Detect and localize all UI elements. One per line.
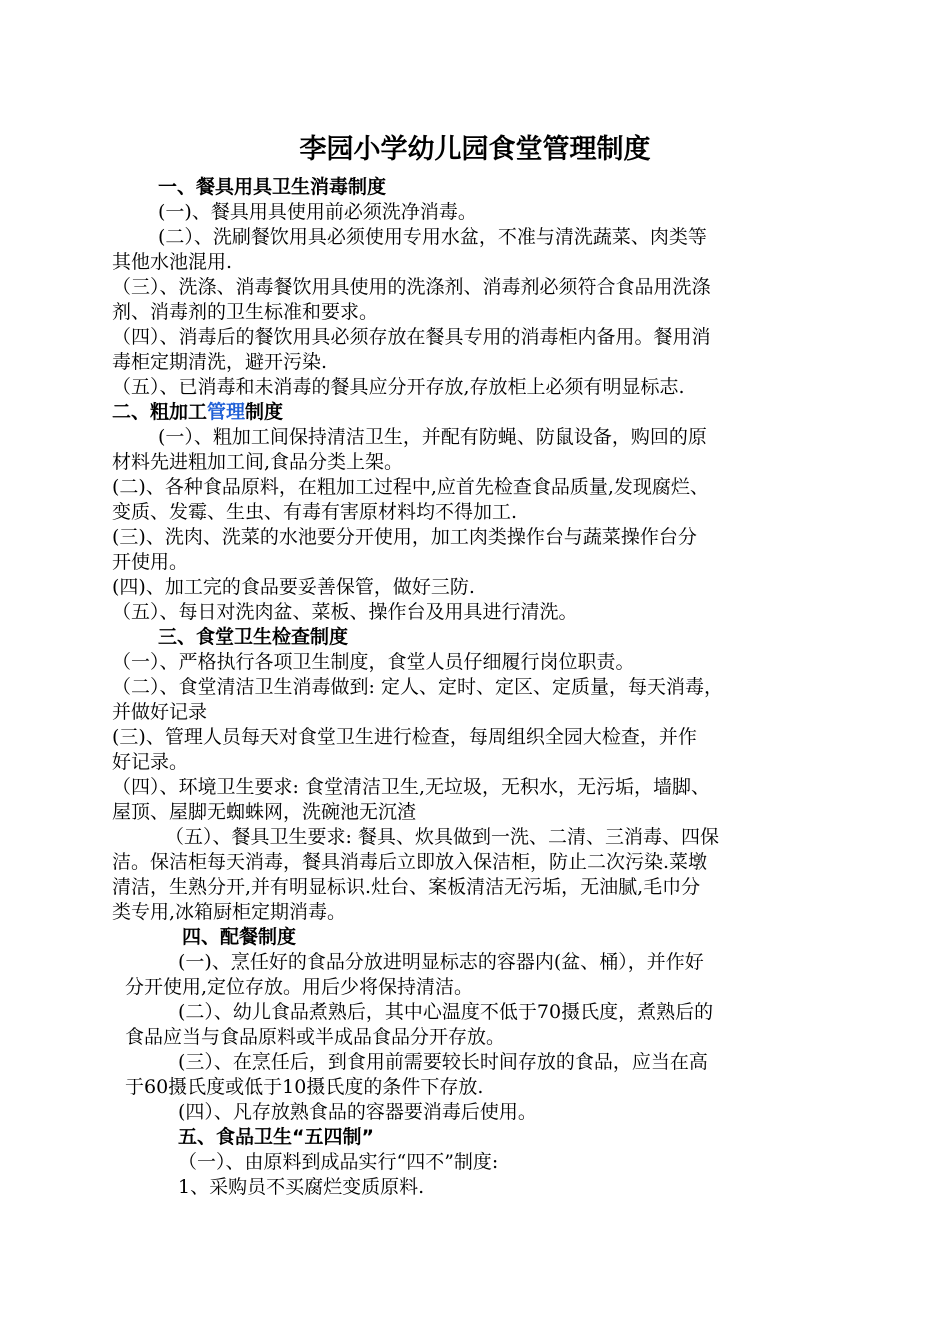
section-heading-4: 四、配餐制度 [182, 926, 297, 948]
paragraph-line: 于60摄氏度或低于10摄氏度的条件下存放. [125, 1076, 484, 1098]
paragraph-line: 材料先进粗加工间,食品分类上架。 [112, 451, 404, 473]
document-title: 李园小学幼儿园食堂管理制度 [299, 134, 651, 165]
paragraph-line: 1、采购员不买腐烂变质原料. [178, 1176, 425, 1198]
paragraph-line: （四）、消毒后的餐饮用具必须存放在餐具专用的消毒柜内备用。餐用消 [112, 326, 711, 348]
paragraph-line: (四)、加工完的食品要妥善保管，做好三防. [112, 576, 475, 598]
paragraph-line: 剂、消毒剂的卫生标准和要求。 [112, 301, 379, 323]
paragraph-line: （一）、由原料到成品实行“四不”制度: [178, 1151, 499, 1173]
paragraph-line: （一）、严格执行各项卫生制度，食堂人员仔细履行岗位职责。 [112, 651, 635, 673]
paragraph-line: 变质、发霉、生虫、有毒有害原材料均不得加工. [112, 501, 518, 523]
paragraph-line: （五）、餐具卫生要求: 餐具、炊具做到一洗、二清、三消毒、四保 [165, 826, 719, 848]
heading-part: 制度 [245, 401, 284, 423]
paragraph-line: (三)、管理人员每天对食堂卫生进行检查，每周组织全园大检查，并作 [112, 726, 697, 748]
paragraph-line: 清洁，生熟分开,并有明显标识.灶台、案板清洁无污垢，无油腻,毛巾分 [112, 876, 701, 898]
paragraph-line: (二）、洗刷餐饮用具必须使用专用水盆，不准与清洗蔬菜、肉类等 [158, 226, 707, 248]
paragraph-line: 类专用,冰箱厨柜定期消毒。 [112, 901, 347, 923]
paragraph-line: (四）、凡存放熟食品的容器要消毒后使用。 [178, 1101, 537, 1123]
heading-part: 二、粗加工 [112, 401, 208, 423]
highlighted-word: 管理 [207, 401, 246, 423]
paragraph-line: 并做好记录 [112, 701, 208, 723]
paragraph-line: （五）、每日对洗肉盆、菜板、操作台及用具进行清洗。 [112, 601, 578, 623]
paragraph-line: (一）、粗加工间保持清洁卫生，并配有防蝇、防鼠设备，购回的原 [158, 426, 707, 448]
paragraph-line: (一)、烹任好的食品分放进明显标志的容器内(盆、桶），并作好 [178, 951, 704, 973]
section-heading-1: 一、餐具用具卫生消毒制度 [158, 176, 387, 198]
paragraph-line: 屋顶、屋脚无蜘蛛网，洗碗池无沉渣 [112, 801, 417, 823]
section-heading-2 [112, 400, 283, 425]
section-heading-5: 五、食品卫生“五四制” [178, 1126, 374, 1148]
paragraph-line: 食品应当与食品原料或半成品食品分开存放。 [125, 1026, 506, 1048]
paragraph-line: 洁。保洁柜每天消毒，餐具消毒后立即放入保洁柜，防止二次污染.菜墩 [112, 851, 708, 873]
paragraph-line: （三）、洗涤、消毒餐饮用具使用的洗涤剂、消毒剂必须符合食品用洗涤 [112, 276, 711, 298]
section-heading-3: 三、食堂卫生检查制度 [158, 626, 349, 648]
paragraph-line: （四）、环境卫生要求: 食堂清洁卫生,无垃圾，无积水，无污垢，墙脚、 [112, 776, 710, 798]
paragraph-line: 好记录。 [112, 751, 189, 773]
paragraph-line: 分开使用,定位存放。用后少将保持清洁。 [125, 976, 474, 998]
paragraph-line: (二）、幼儿食品煮熟后，其中心温度不低于70摄氏度，煮熟后的 [178, 1001, 714, 1023]
paragraph-line: 开使用。 [112, 551, 189, 573]
paragraph-line: 毒柜定期清洗，避开污染. [112, 351, 328, 373]
paragraph-line: (三)、洗肉、洗菜的水池要分开使用，加工肉类操作台与蔬菜操作台分 [112, 526, 697, 548]
paragraph-line: (二)、各种食品原料，在粗加工过程中,应首先检查食品质量,发现腐烂、 [112, 476, 709, 498]
paragraph-line: 其他水池混用. [112, 251, 233, 273]
paragraph-line: （二）、食堂清洁卫生消毒做到: 定人、定时、定区、定质量，每天消毒， [112, 676, 723, 698]
paragraph-line: （五）、已消毒和未消毒的餐具应分开存放,存放柜上必须有明显标志. [112, 376, 685, 398]
paragraph-line: (一)、餐具用具使用前必须洗净消毒。 [158, 201, 477, 223]
paragraph-line: (三）、在烹任后，到食用前需要较长时间存放的食品，应当在高 [178, 1051, 708, 1073]
